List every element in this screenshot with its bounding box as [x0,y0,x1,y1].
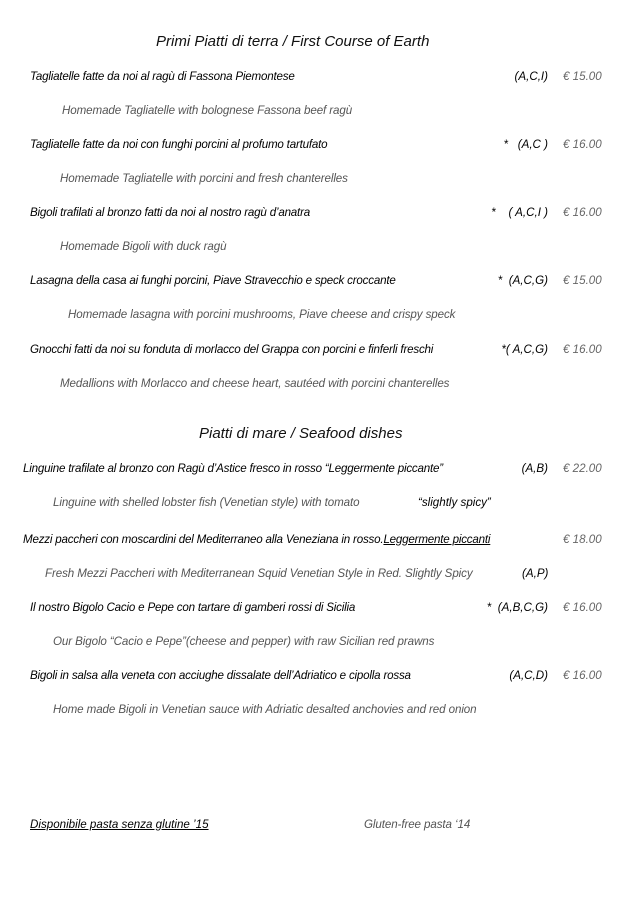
gluten-free-note-en: Gluten-free pasta ‘14 [364,818,471,831]
allergens: * (A,C ) [503,138,548,151]
dish-name [30,599,355,617]
price: € 16.00 [563,206,602,219]
dish-name [30,136,327,154]
dish-description: Homemade lasagna with porcini mushrooms, Piave cheese and crispy speck [68,308,456,321]
price: € 18.00 [563,533,602,546]
dish-name [30,68,295,86]
dish-name [30,204,310,222]
price: € 16.00 [563,669,602,682]
dish-name [23,531,490,549]
allergens: (A,C,I) [514,70,548,83]
price: € 22.00 [563,462,602,475]
allergens: (A,B) [521,462,548,475]
dish-description: Home made Bigoli in Venetian sauce with Adriatic desalted anchovies and red onion [53,703,477,716]
dish-name [30,272,396,290]
dish-description: Homemade Tagliatelle with bolognese Fassona beef ragù [62,104,353,117]
dish-name-text: Lasagna della casa ai funghi porcini, Piave Stravecchio e speck croccante [30,274,396,287]
gluten-free-note-it [30,816,209,834]
section-title: Piatti di mare / Seafood dishes [199,425,403,442]
dish-description: Medallions with Morlacco and cheese heart, sautéed with porcini chanterelles [60,377,450,390]
gluten-free-note-it-text: Disponibile pasta senza glutine ’15 [30,818,209,831]
dish-name [30,341,433,359]
dish-name [23,460,443,478]
dish-name-text: Mezzi paccheri con moscardini del Mediterraneo alla Veneziana in rosso. [23,533,384,546]
dish-name-text: Bigoli in salsa alla veneta con acciughe dissalate dell’Adriatico e cipolla rossa [30,669,411,682]
price: € 16.00 [563,601,602,614]
dish-name-text: Il nostro Bigolo Cacio e Pepe con tartare di gamberi rossi di Sicilia [30,601,356,614]
section-title: Primi Piatti di terra / First Course of Earth [156,33,430,50]
price: € 15.00 [563,70,602,83]
dish-description: Homemade Bigoli with duck ragù [60,240,227,253]
price: € 16.00 [563,138,602,151]
allergens: * ( A,C,I ) [491,206,548,219]
dish-name-text: Linguine trafilate al bronzo con Ragù d’Astice fresco in rosso “Leggermente piccante” [23,462,443,475]
spicy-note: Leggermente piccanti [383,533,491,546]
dish-name-text: Gnocchi fatti da noi su fonduta di morlacco del Grappa con porcini e finferli freschi [30,343,434,356]
allergens: *( A,C,G) [501,343,548,356]
dish-name-text: Bigoli trafilati al bronzo fatti da noi al nostro ragù d’anatra [30,206,310,219]
dish-name [30,667,411,685]
dish-name-text: Tagliatelle fatte da noi al ragù di Fassona Piemontese [30,70,295,83]
dish-description: Our Bigolo “Cacio e Pepe”(cheese and pepper) with raw Sicilian red prawns [53,635,435,648]
dish-description: Linguine with shelled lobster fish (Venetian style) with tomato [53,496,360,509]
price: € 16.00 [563,343,602,356]
price: € 15.00 [563,274,602,287]
allergens: * (A,B,C,G) [486,601,548,614]
dish-name-text: Tagliatelle fatte da noi con funghi porcini al profumo tartufato [30,138,328,151]
allergens: * (A,C,G) [497,274,548,287]
description-extra: (A,P) [522,567,549,580]
dish-description: Fresh Mezzi Paccheri with Mediterranean Squid Venetian Style in Red. Slightly Spicy [45,567,473,580]
dish-description: Homemade Tagliatelle with porcini and fresh chanterelles [60,172,348,185]
allergens: (A,C,D) [509,669,548,682]
description-extra: “slightly spicy” [418,496,491,509]
